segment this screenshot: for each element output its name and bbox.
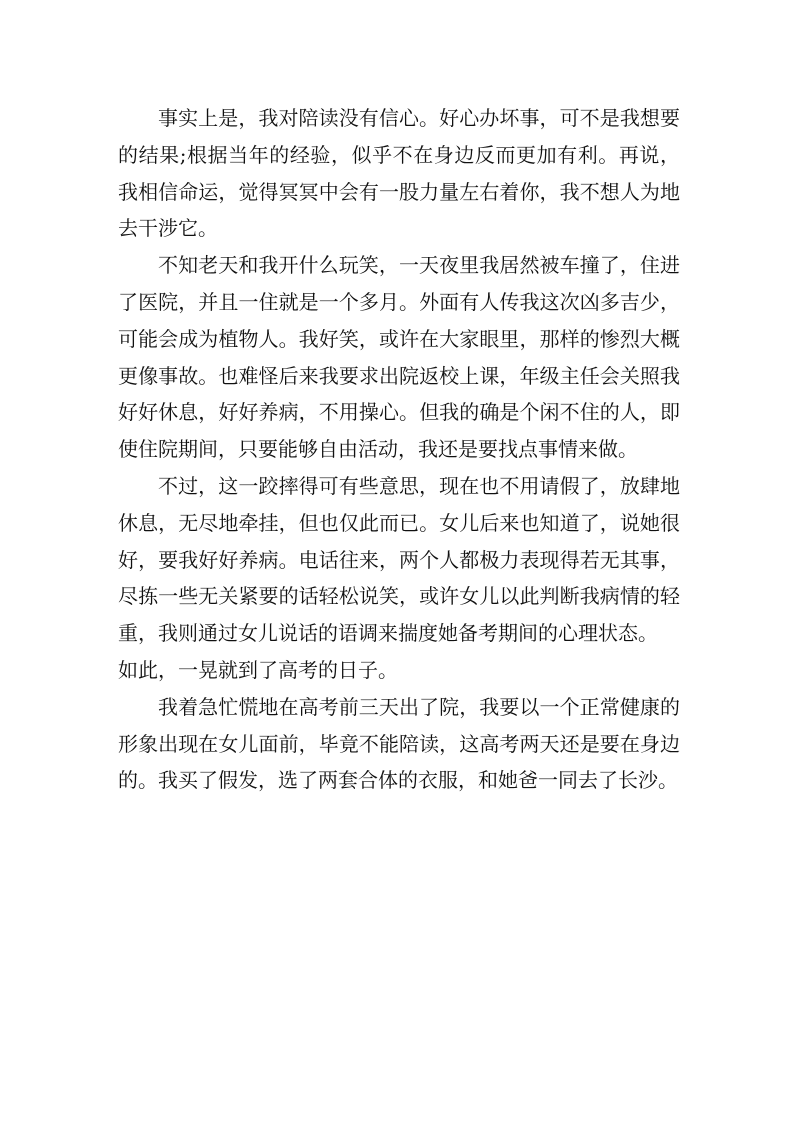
paragraph-3: 不过，这一跤摔得可有些意思，现在也不用请假了，放肆地休息，无尽地牵挂，但也仅此而已。女儿后来也知道了，说她很好，要我好好养病。电话往来，两个人都极力表现得若无其事，尽拣一些无关紧要的话轻松说笑，或许女儿以此判断我病情的轻重，我则通过女儿说话的语调来揣度她备考期间的心理状态。 bbox=[118, 473, 680, 646]
document-body bbox=[118, 100, 680, 799]
paragraph-1: 事实上是，我对陪读没有信心。好心办坏事，可不是我想要的结果;根据当年的经验，似乎不在身边反而更加有利。再说，我相信命运，觉得冥冥中会有一股力量左右着你，我不想人为地去干涉它。 bbox=[118, 106, 680, 241]
paragraph-4: 如此，一晃就到了高考的日子。 bbox=[118, 657, 398, 682]
paragraph-5: 我着急忙慌地在高考前三天出了院，我要以一个正常健康的形象出现在女儿面前，毕竟不能陪读，这高考两天还是要在身边的。我买了假发，选了两套合体的衣服，和她爸一同去了长沙。 bbox=[118, 694, 680, 793]
paragraph-2: 不知老天和我开什么玩笑，一天夜里我居然被车撞了，住进了医院，并且一住就是一个多月。外面有人传我这次凶多吉少，可能会成为植物人。我好笑，或许在大家眼里，那样的惨烈大概更像事故。也难怪后来我要求出院返校上课，年级主任会关照我好好休息，好好养病，不用操心。但我的确是个闲不住的人，即使住院期间，只要能够自由活动，我还是要找点事情来做。 bbox=[118, 253, 680, 462]
